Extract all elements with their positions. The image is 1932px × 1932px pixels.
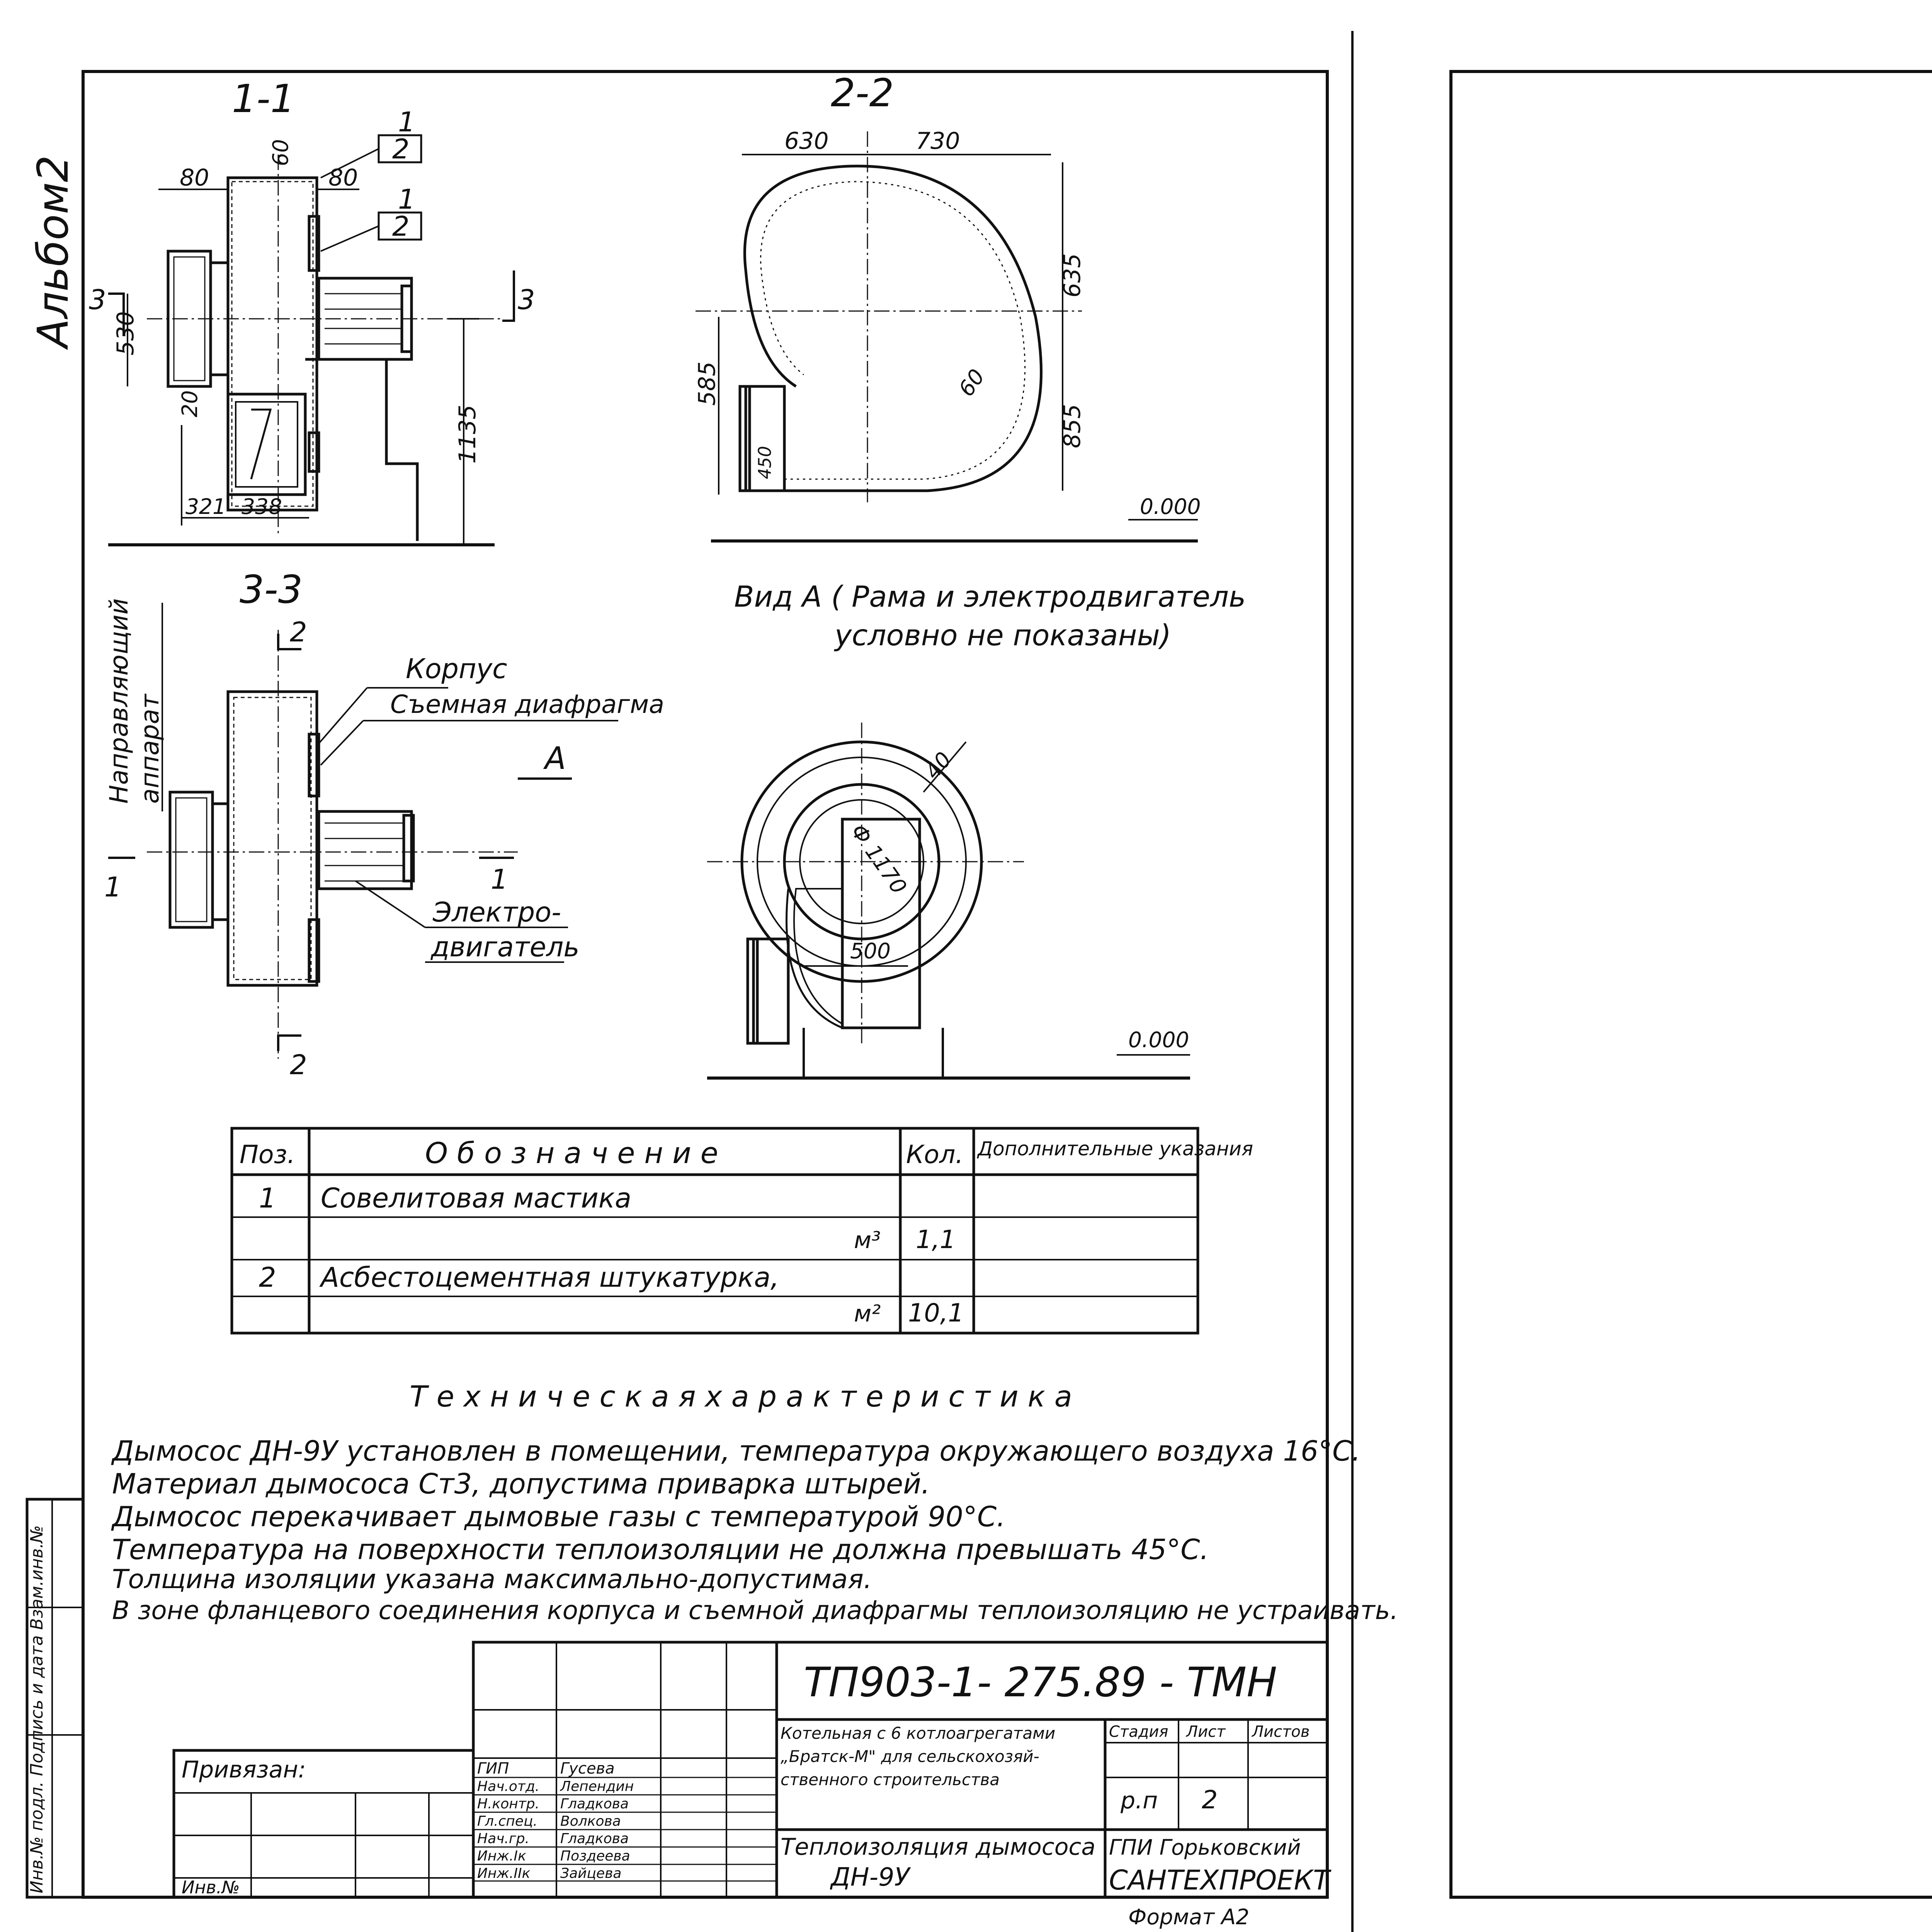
table-cell-name: Асбестоцементная штукатурка, xyxy=(321,1262,779,1293)
tech-title: Т е х н и ч е с к а я х а р а к т е р и с т и к а xyxy=(410,1379,1072,1413)
inv-label: Инв.№ xyxy=(182,1877,240,1898)
view-a-caption: Вид А ( Рама и электродвигатель xyxy=(734,580,1246,614)
dim-338: 338 xyxy=(242,494,282,519)
dim-730: 730 xyxy=(916,128,960,155)
section-title-3-3: 3-3 xyxy=(240,567,303,612)
sheet-title: ДН-9У xyxy=(831,1863,910,1892)
staff-name: Зайцева xyxy=(560,1866,622,1881)
table-cell-name: Совелитовая мастика xyxy=(321,1182,632,1214)
dim-450: 450 xyxy=(755,446,775,479)
table-header-pos: Поз. xyxy=(240,1140,295,1169)
table-cell-qty: 10,1 xyxy=(908,1299,964,1328)
organization: САНТЕХПРОЕКТ xyxy=(1109,1864,1330,1896)
dim-635: 635 xyxy=(1059,253,1086,298)
leader-mark: 1 xyxy=(398,106,415,138)
dim-diameter: Ф 1170 xyxy=(846,819,912,899)
dim-855: 855 xyxy=(1059,404,1086,448)
leader-mark: 1 xyxy=(398,184,415,215)
side-stamp-labels: Инв.№ подл. Подпись и дата Взам.инв.№ xyxy=(27,1525,47,1893)
staff-name: Гладкова xyxy=(560,1796,629,1812)
staff-role: Инж.Iк xyxy=(477,1848,526,1864)
leader-mark: 2 xyxy=(392,211,410,242)
dim-20: 20 xyxy=(177,390,202,417)
dim-500: 500 xyxy=(850,939,891,963)
dim-321: 321 xyxy=(185,494,226,519)
tech-line: Толщина изоляции указана максимально-допустимая. xyxy=(112,1564,872,1595)
staff-name: Поздеева xyxy=(560,1848,630,1864)
staff-role: Нач.отд. xyxy=(477,1779,540,1794)
tech-line: Дымосос перекачивает дымовые газы с температурой 90°С. xyxy=(112,1500,1005,1533)
dim-80: 80 xyxy=(328,164,358,191)
object-name: Котельная с 6 котлоагрегатами xyxy=(781,1724,1056,1743)
level-mark: 0.000 xyxy=(1128,1027,1189,1052)
object-name: „Братск-М" для сельскохозяй- xyxy=(781,1747,1039,1766)
tech-line: Материал дымососа Ст3, допустима приварка штырей. xyxy=(112,1468,930,1500)
cut-mark: 1 xyxy=(491,864,508,895)
sheet-value: 2 xyxy=(1202,1786,1218,1815)
document-code: ТП903-1- 275.89 - ТМН xyxy=(804,1659,1277,1706)
view-a-arrow-label: А xyxy=(545,740,566,776)
table-cell-pos: 1 xyxy=(259,1182,276,1214)
table-cell-unit: м³ xyxy=(854,1227,881,1254)
staff-role: Инж.IIк xyxy=(477,1866,531,1881)
tech-line: Дымосос ДН-9У установлен в помещении, температура окружающего воздуха 16°С. xyxy=(112,1435,1361,1467)
dim-80: 80 xyxy=(180,164,209,191)
tech-line: В зоне фланцевого соединения корпуса и съемной диафрагмы теплоизоляцию не устраивать. xyxy=(112,1595,1398,1625)
dim-630: 630 xyxy=(784,128,829,155)
label-elektro: Электро- xyxy=(433,896,561,928)
level-mark: 0.000 xyxy=(1140,494,1201,519)
cut-mark: 2 xyxy=(290,1049,307,1081)
dim-60-shell: 60 xyxy=(954,364,990,401)
table-header-qty: Кол. xyxy=(906,1140,964,1169)
staff-name: Гладкова xyxy=(560,1831,629,1847)
cut-mark: 2 xyxy=(290,616,307,648)
sheet-format: Формат А2 xyxy=(1128,1905,1250,1929)
object-name: ственного строительства xyxy=(781,1770,1000,1789)
staff-name: Лепендин xyxy=(560,1779,634,1794)
album-label: Альбом2 xyxy=(28,155,78,348)
dim-585: 585 xyxy=(694,361,721,406)
dim-1135: 1135 xyxy=(454,405,481,464)
organization: ГПИ Горьковский xyxy=(1109,1835,1301,1860)
stage-header: Стадия xyxy=(1109,1723,1168,1741)
label-dvigatel: двигатель xyxy=(431,931,580,963)
staff-name: Волкова xyxy=(560,1813,621,1829)
table-cell-qty: 1,1 xyxy=(916,1225,956,1254)
leader-mark: 2 xyxy=(392,133,410,165)
cut-mark: 3 xyxy=(518,284,535,316)
dim-60: 60 xyxy=(268,139,293,166)
table-header-note: Дополнительные указания xyxy=(978,1138,1253,1160)
stage-value: р.п xyxy=(1121,1787,1158,1814)
tech-line: Температура на поверхности теплоизоляции не должна превышать 45°С. xyxy=(112,1533,1209,1566)
staff-role: Н.контр. xyxy=(477,1796,540,1812)
sheet-header: Лист xyxy=(1186,1723,1226,1741)
table-cell-unit: м² xyxy=(854,1300,881,1327)
staff-role: ГИП xyxy=(477,1760,509,1777)
sheets-header: Листов xyxy=(1252,1723,1310,1741)
label-apparat: аппарат xyxy=(136,694,165,804)
sheet-title: Теплоизоляция дымососа xyxy=(781,1833,1096,1861)
section-title-2-2: 2-2 xyxy=(831,70,894,116)
staff-role: Нач.гр. xyxy=(477,1831,530,1847)
table-header-name: О б о з н а ч е н и е xyxy=(425,1136,718,1170)
cut-mark: 1 xyxy=(104,871,122,903)
dim-530: 530 xyxy=(112,311,139,355)
privyazan-label: Привязан: xyxy=(182,1756,306,1783)
view-a-caption: условно не показаны) xyxy=(835,618,1171,652)
section-title-1-1: 1-1 xyxy=(232,76,295,121)
staff-role: Гл.спец. xyxy=(477,1813,537,1829)
table-cell-pos: 2 xyxy=(259,1262,276,1293)
label-diafragma: Съемная диафрагма xyxy=(390,690,665,719)
staff-name: Гусева xyxy=(560,1760,615,1777)
label-korpus: Корпус xyxy=(406,653,507,685)
label-napravlyayushchiy: Направляющий xyxy=(105,598,134,804)
cut-mark: 3 xyxy=(89,284,106,316)
dim-40: 40 xyxy=(920,747,956,784)
